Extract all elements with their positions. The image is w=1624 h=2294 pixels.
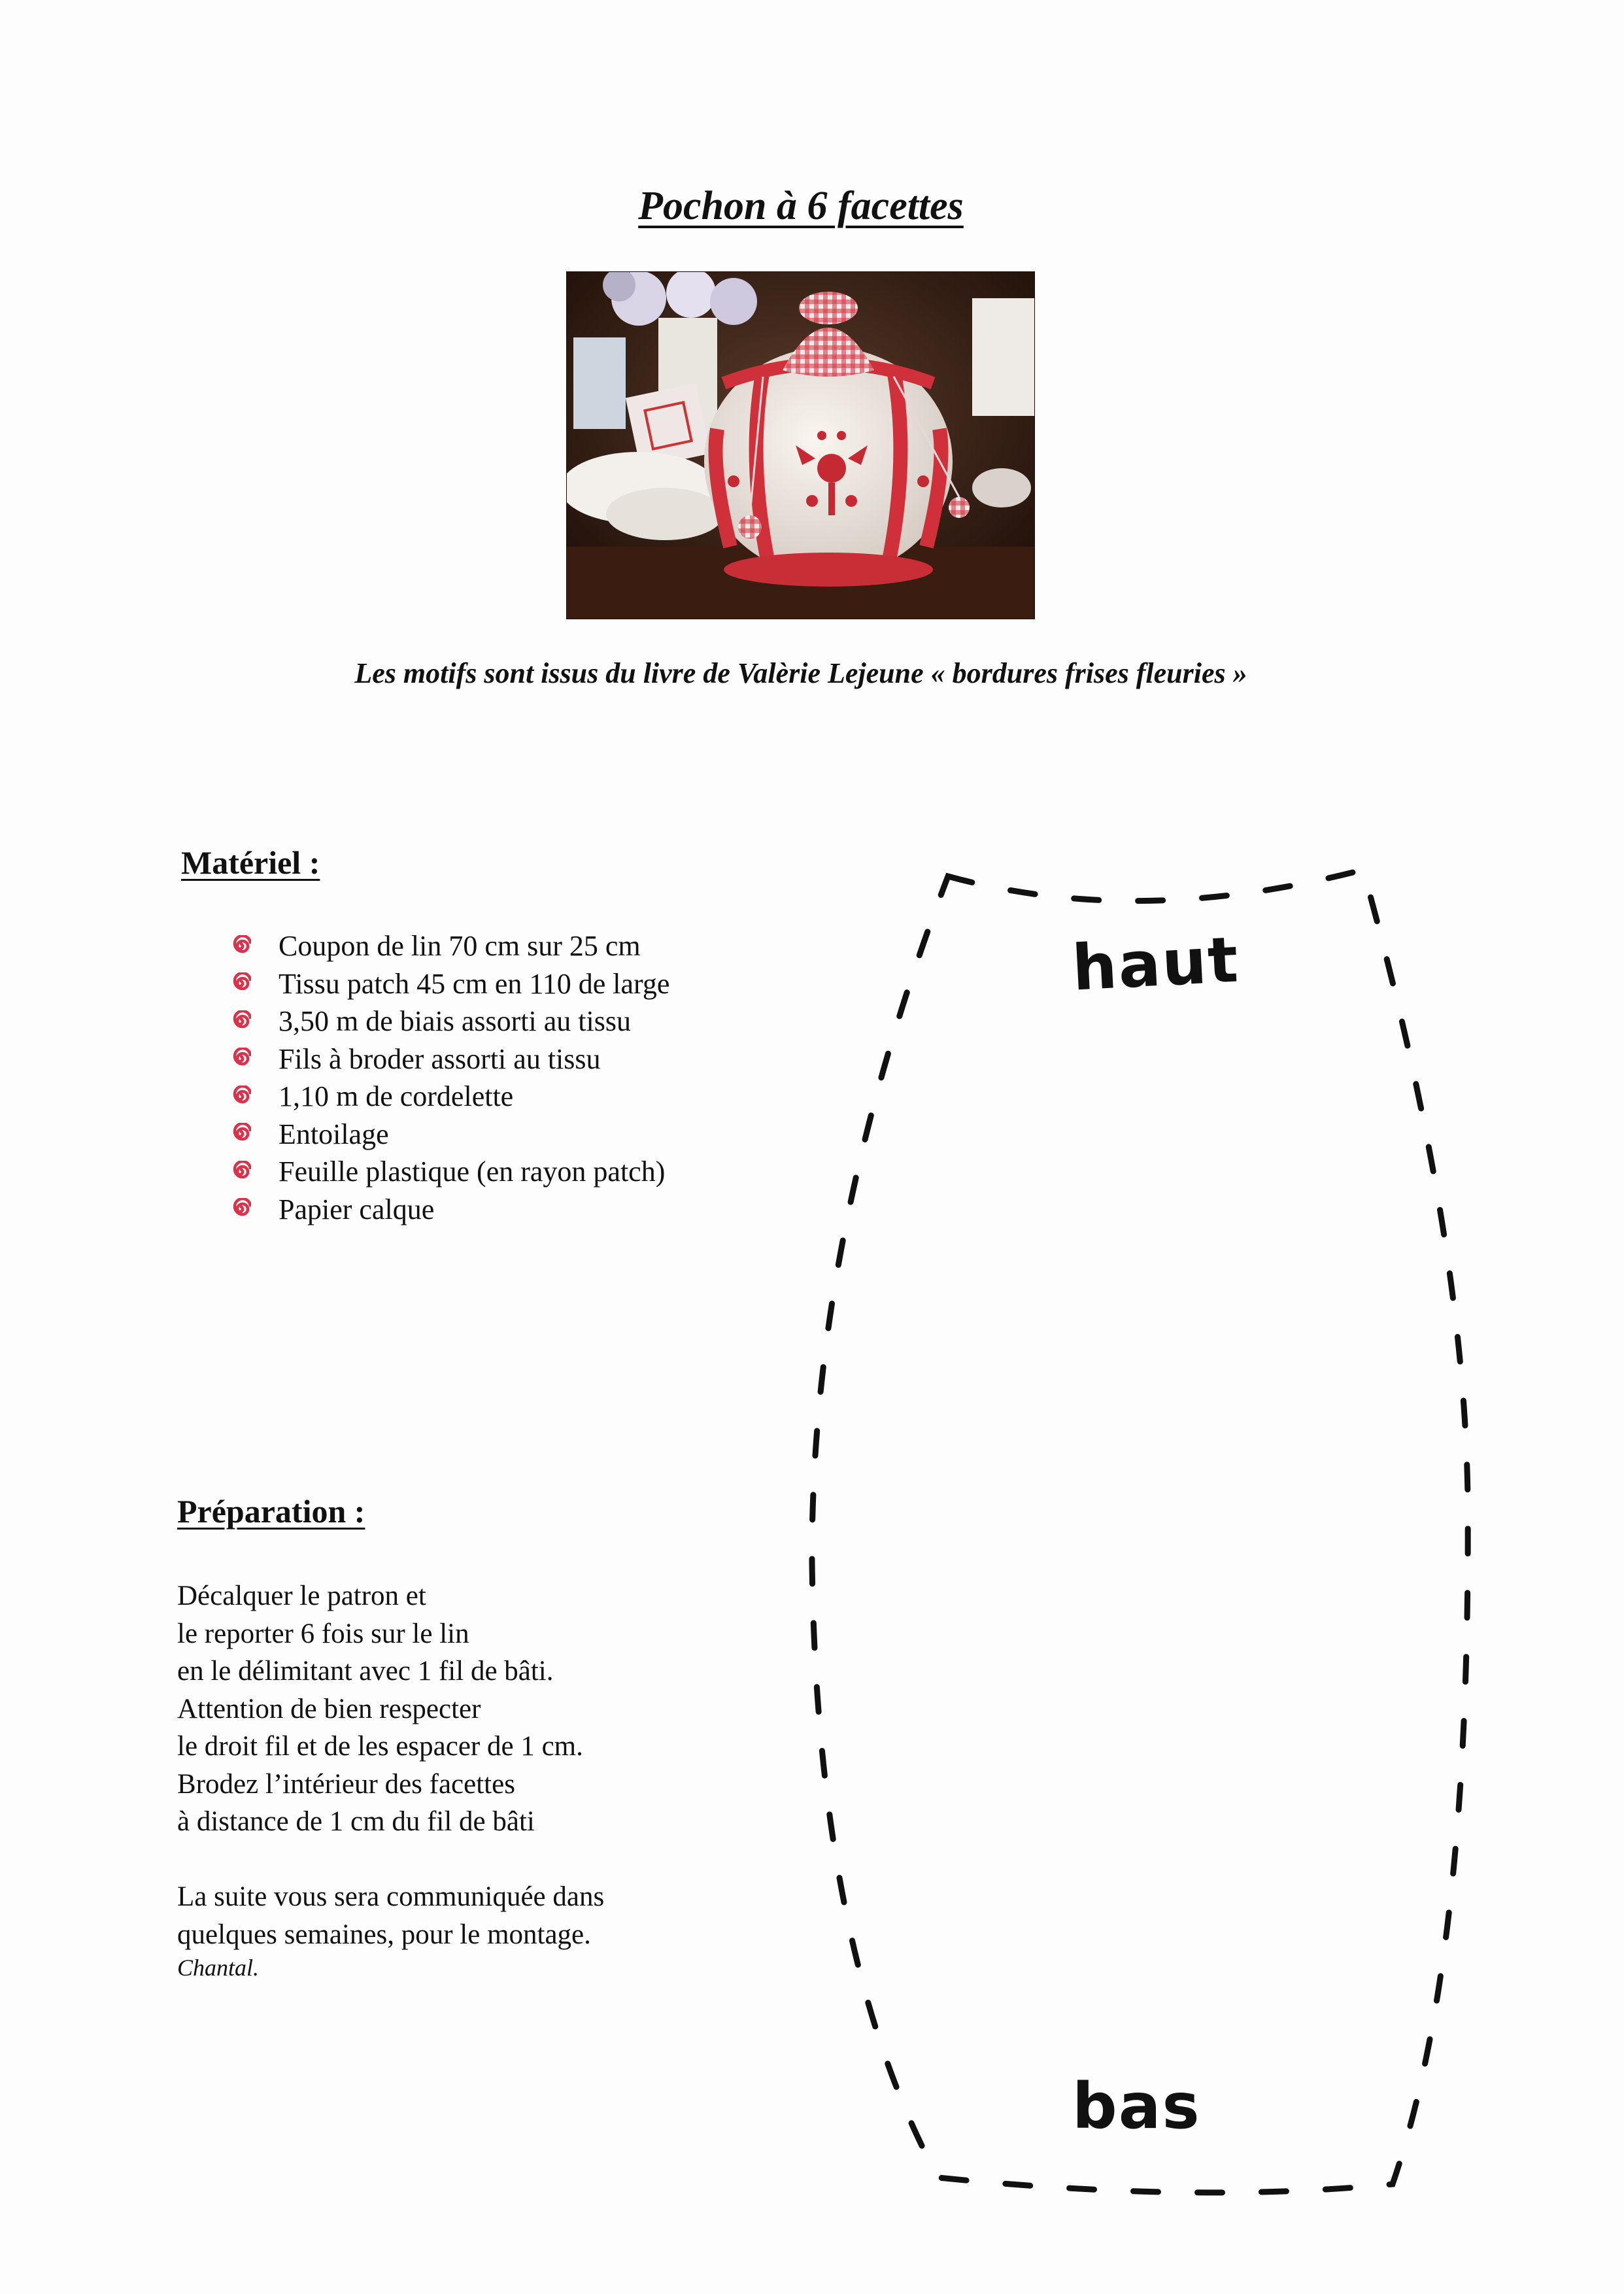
- pattern-top-label: haut: [1070, 923, 1242, 1005]
- list-item: [229, 927, 669, 965]
- preparation-text: [177, 1577, 604, 1953]
- materiel-heading: Matériel :: [181, 844, 320, 881]
- material-label: 3,50 m de biais assorti au tissu: [279, 1005, 631, 1038]
- signature: Chantal.: [177, 1955, 260, 1981]
- credit-line: Les motifs sont issus du livre de Valèrie Lejeune « bordures frises fleuries »: [354, 657, 1247, 689]
- material-label: Tissu patch 45 cm en 110 de large: [279, 967, 670, 1000]
- preparation-line: à distance de 1 cm du fil de bâti: [177, 1806, 535, 1837]
- material-label: 1,10 m de cordelette: [279, 1080, 514, 1113]
- preparation-line: Attention de bien respecter: [177, 1693, 481, 1724]
- spiral-bullet-icon: [229, 1010, 251, 1033]
- list-item: [229, 1153, 669, 1191]
- list-item: [229, 1002, 669, 1040]
- list-item: [229, 965, 669, 1003]
- spiral-bullet-icon: [229, 1048, 251, 1070]
- page-title: Pochon à 6 facettes: [638, 184, 964, 228]
- preparation-line: le reporter 6 fois sur le lin: [177, 1618, 469, 1649]
- spiral-bullet-icon: [229, 972, 251, 995]
- preparation-heading: Préparation :: [177, 1493, 365, 1530]
- closing-line: La suite vous sera communiquée dans: [177, 1881, 605, 1912]
- list-item: [229, 1191, 669, 1229]
- spiral-bullet-icon: [229, 1086, 251, 1108]
- material-label: Feuille plastique (en rayon patch): [279, 1156, 666, 1188]
- materials-list: [229, 927, 669, 1228]
- preparation-line: Brodez l’intérieur des facettes: [177, 1768, 515, 1800]
- preparation-line: en le délimitant avec 1 fil de bâti.: [177, 1656, 554, 1686]
- sewing-pattern: [771, 844, 1543, 2223]
- spiral-bullet-icon: [229, 1161, 251, 1183]
- spiral-bullet-icon: [229, 935, 251, 957]
- project-photo: [566, 271, 1035, 619]
- list-item: [229, 1040, 669, 1078]
- pattern-outline: [812, 870, 1468, 2193]
- list-item: [229, 1078, 669, 1116]
- spiral-bullet-icon: [229, 1123, 251, 1145]
- spiral-bullet-icon: [229, 1198, 251, 1220]
- pattern-bottom-label: bas: [1072, 2070, 1201, 2143]
- list-item: [229, 1116, 669, 1154]
- closing-line: quelques semaines, pour le montage.: [177, 1919, 591, 1950]
- material-label: Coupon de lin 70 cm sur 25 cm: [279, 930, 641, 963]
- preparation-line: Décalquer le patron et: [177, 1581, 426, 1611]
- material-label: Papier calque: [279, 1193, 435, 1225]
- material-label: Fils à broder assorti au tissu: [279, 1042, 601, 1075]
- preparation-line: le droit fil et de les espacer de 1 cm.: [177, 1731, 583, 1762]
- material-label: Entoilage: [279, 1118, 389, 1150]
